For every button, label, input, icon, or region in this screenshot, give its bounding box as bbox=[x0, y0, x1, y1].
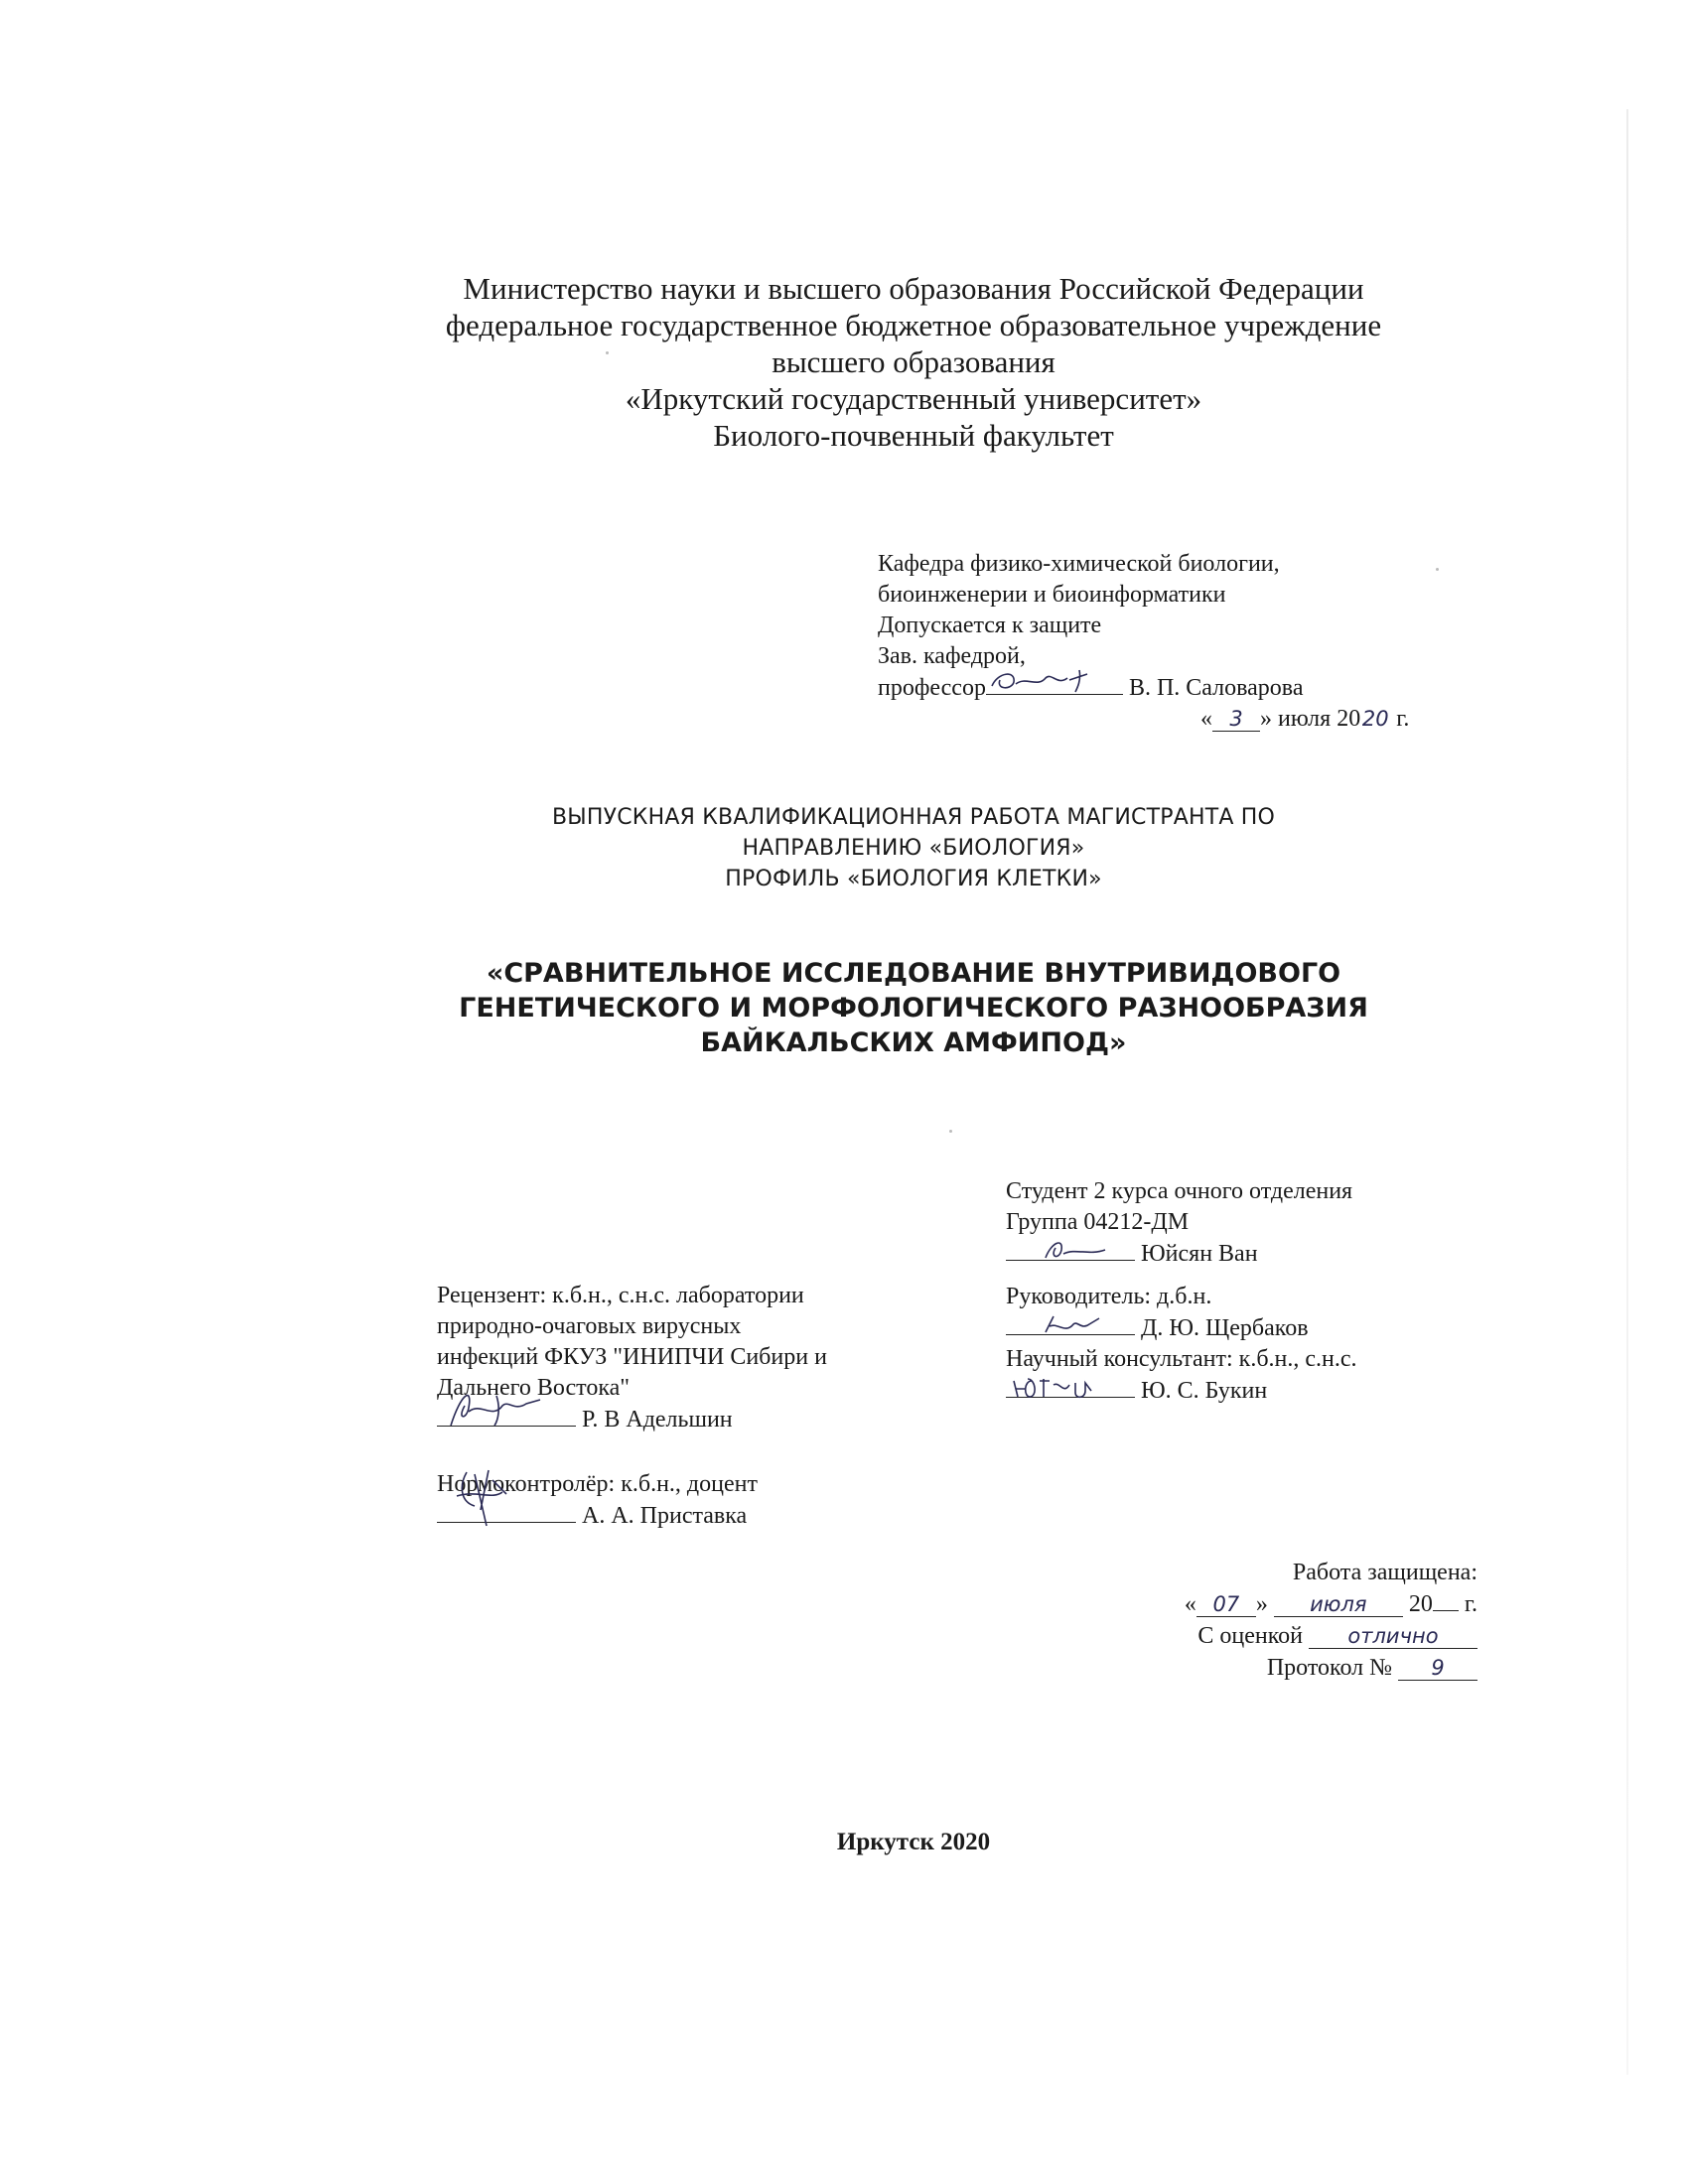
reviewer-name: Р. В Адельшин bbox=[582, 1407, 733, 1433]
consultant-label: Научный консультант: к.б.н., с.н.с. bbox=[1006, 1346, 1357, 1372]
defended-label: Работа защищена: bbox=[1292, 1560, 1477, 1585]
scan-speck bbox=[949, 1130, 952, 1133]
department-head-signature bbox=[986, 664, 1123, 698]
defense-result-block bbox=[961, 1557, 1477, 1684]
date-year-suffix: г. bbox=[1390, 706, 1410, 732]
thesis-title-block bbox=[298, 956, 1529, 1060]
consultant-name: Ю. С. Букин bbox=[1141, 1378, 1268, 1404]
work-type-line2: НАПРАВЛЕНИЮ «БИОЛОГИЯ» bbox=[742, 836, 1085, 861]
reviewer-line2: природно-очаговых вирусных bbox=[437, 1313, 742, 1339]
defense-date-open-quote: « bbox=[1184, 1591, 1196, 1617]
normcontrol-label: Нормоконтролёр: к.б.н., доцент bbox=[437, 1471, 758, 1497]
supervisor-signature-line bbox=[1006, 1312, 1135, 1335]
reviewer-line1: Рецензент: к.б.н., с.н.с. лаборатории bbox=[437, 1283, 804, 1308]
thesis-title-line2: ГЕНЕТИЧЕСКОГО И МОРФОЛОГИЧЕСКОГО РАЗНООБРАЗИЯ bbox=[459, 993, 1368, 1024]
student-course: Студент 2 курса очного отделения bbox=[1006, 1178, 1353, 1204]
normcontrol-signature bbox=[437, 1466, 576, 1526]
scan-speck bbox=[1436, 568, 1439, 571]
city-year: Иркутск 2020 bbox=[836, 1829, 991, 1855]
student-signature-line bbox=[1006, 1238, 1135, 1261]
education-level-line: высшего образования bbox=[772, 344, 1055, 379]
reviewer-signature-line bbox=[437, 1404, 576, 1427]
department-head-label: Зав. кафедрой, bbox=[878, 643, 1026, 669]
faculty-name: Биолого-почвенный факультет bbox=[713, 418, 1114, 453]
protocol-label: Протокол № bbox=[1266, 1655, 1392, 1681]
consultant-signature bbox=[1006, 1371, 1135, 1401]
defense-date-close-quote: » bbox=[1255, 1591, 1268, 1617]
protocol-row bbox=[961, 1652, 1477, 1684]
work-profile-line: ПРОФИЛЬ «БИОЛОГИЯ КЛЕТКИ» bbox=[725, 867, 1102, 891]
department-head-signature-row bbox=[878, 672, 1493, 704]
normcontrol-signature-line bbox=[437, 1500, 576, 1523]
defense-date-row bbox=[961, 1588, 1477, 1620]
grade-row bbox=[961, 1620, 1477, 1652]
spacer bbox=[437, 1435, 953, 1469]
student-name: Юйсян Ван bbox=[1141, 1241, 1258, 1267]
university-name: «Иркутский государственный университет» bbox=[625, 381, 1202, 416]
department-approval-date bbox=[1200, 704, 1688, 735]
grade-label: С оценкой bbox=[1197, 1623, 1303, 1649]
supervisor-signature-row bbox=[1006, 1312, 1522, 1344]
student-signature bbox=[1006, 1234, 1135, 1264]
supervisor-label: Руководитель: д.б.н. bbox=[1006, 1284, 1212, 1309]
approval-month: » июля 20 bbox=[1260, 706, 1361, 732]
reviewer-signature bbox=[437, 1390, 576, 1430]
scan-edge bbox=[1626, 109, 1628, 2075]
ministry-line: Министерство науки и высшего образования Российской Федерации bbox=[463, 271, 1364, 306]
department-head-name: В. П. Саловарова bbox=[1128, 675, 1304, 701]
consultant-signature-row bbox=[1006, 1375, 1522, 1407]
institution-type-line: федеральное государственное бюджетное образовательное учреждение bbox=[445, 308, 1382, 342]
approval-year: 20 bbox=[1361, 707, 1389, 731]
work-type-block bbox=[298, 802, 1529, 894]
supervisor-signature bbox=[1006, 1308, 1135, 1338]
thesis-title-line1: «СРАВНИТЕЛЬНОЕ ИССЛЕДОВАНИЕ ВНУТРИВИДОВОГО bbox=[486, 958, 1341, 989]
date-open-quote: « bbox=[1200, 706, 1212, 732]
department-name-line1: Кафедра физико-химической биологии, bbox=[878, 551, 1280, 577]
supervisor-name: Д. Ю. Щербаков bbox=[1141, 1315, 1309, 1341]
department-approval-block bbox=[878, 549, 1493, 735]
department-head-title: профессор bbox=[878, 675, 986, 701]
defense-year-blank bbox=[1433, 1610, 1459, 1611]
thesis-title-line3: БАЙКАЛЬСКИХ АМФИПОД» bbox=[700, 1027, 1127, 1058]
header-block bbox=[298, 270, 1529, 454]
reviewer-block bbox=[437, 1281, 953, 1532]
student-group: Группа 04212-ДМ bbox=[1006, 1209, 1190, 1235]
reviewer-signature-row bbox=[437, 1404, 953, 1435]
reviewer-line3: инфекций ФКУЗ "ИНИПЧИ Сибири и bbox=[437, 1344, 827, 1370]
reviewer-line4: Дальнего Востока" bbox=[437, 1375, 631, 1401]
admitted-to-defense: Допускается к защите bbox=[878, 613, 1102, 638]
defense-year-suffix: г. bbox=[1464, 1591, 1477, 1617]
student-signature-row bbox=[1006, 1238, 1522, 1270]
department-head-signature-line bbox=[986, 672, 1123, 695]
spacer bbox=[1006, 1270, 1522, 1282]
normcontrol-signature-row bbox=[437, 1500, 953, 1532]
work-type-line1: ВЫПУСКНАЯ КВАЛИФИКАЦИОННАЯ РАБОТА МАГИСТРАНТА ПО bbox=[551, 805, 1276, 830]
defense-month: июля bbox=[1274, 1592, 1403, 1617]
normcontrol-name: А. А. Приставка bbox=[582, 1503, 748, 1529]
approval-day: 3 bbox=[1212, 707, 1260, 732]
grade-value: отлично bbox=[1309, 1624, 1477, 1649]
consultant-signature-line bbox=[1006, 1375, 1135, 1398]
scan-speck bbox=[606, 351, 609, 354]
department-name-line2: биоинженерии и биоинформатики bbox=[878, 582, 1226, 608]
student-block bbox=[1006, 1176, 1522, 1407]
protocol-number: 9 bbox=[1398, 1656, 1477, 1681]
defense-day: 07 bbox=[1196, 1592, 1256, 1617]
defense-year-prefix: 20 bbox=[1408, 1591, 1433, 1617]
